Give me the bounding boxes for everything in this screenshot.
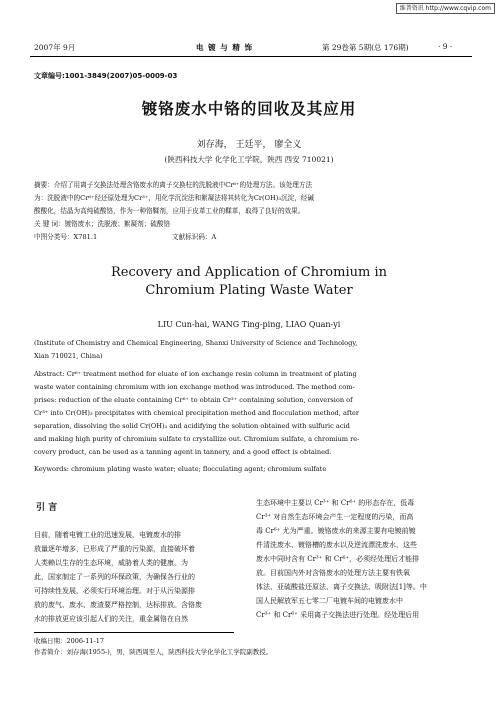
cn-authors: 刘存海， 王廷平， 廖全义 [196, 140, 302, 150]
paragraph-line: 国人民解放军五七零二厂电镀车间的电镀废水中 [256, 597, 403, 605]
paragraph-line: Cr³⁺ 和 Cr⁶⁺ 采用离子交换法进行处理。经处理后用 [256, 611, 420, 619]
paragraph-line: 废水中同时含有 Cr³⁺ 和 Cr⁶⁺，必须经处理后才能排 [256, 555, 420, 563]
en-abstract-line: covery product, can be used as a tanning agent in tannery, and a good effect is obtained. [34, 448, 332, 456]
header-page: · 9 · [438, 42, 453, 51]
paragraph-line: 生态环境中主要以 Cr³⁺ 和 Cr⁶⁺ 的形态存在，低毒 [256, 499, 415, 507]
paragraph-line: 可持续性发展，必须实行环境治理。对于从污染源排 [34, 587, 195, 595]
intro-heading: 引 言 [36, 503, 58, 513]
intro-left-column [34, 528, 246, 626]
header-rule [30, 56, 472, 57]
en-abstract [34, 368, 470, 459]
watermark-stamp: 维普资讯 http://www.cqvip.com [396, 3, 495, 14]
paragraph-line: Cr³⁺ 对自然生态环境会产生一定程度的污染，而高 [256, 513, 414, 521]
en-affil-line1: (Institute of Chemistry and Chemical Engineering, Shanxi University of Science and Technology, [34, 339, 358, 347]
footnote-rule [34, 632, 234, 633]
cn-abstract-line: 摘要：介绍了用离子交换法处理含铬废水的离子交换柱的洗脱液中Cr⁶⁺的处理方法。该处理方法 [34, 181, 313, 189]
cn-abstract [34, 179, 470, 218]
paragraph-line: 人类赖以生存的生态环境，威胁着人类的健康。为 [34, 559, 188, 567]
paragraph-line: 放量逐年增多，已形成了严重的污染源，直接破坏着 [34, 545, 195, 553]
paragraph-line: 目前，随着电镀工业的迅速发展，电镀废水的排 [34, 531, 181, 539]
paragraph-line: 毒 Cr⁶⁺ 尤为严重。镀铬废水的来源主要有电镀前镀 [256, 527, 416, 535]
cn-keywords: 关 键 词：镀铬废水；洗脱液；絮凝剂；硫酸铬 [34, 220, 171, 228]
header-journal: 电 镀 与 精 饰 [196, 43, 253, 52]
en-affil-line2: Xian 710021, China) [34, 352, 103, 360]
paragraph-line: 放。目前国内外对含铬废水的处理方法主要有铁氧 [256, 569, 410, 577]
en-abstract-line: waste water containing chromium with ion exchange method was introduced. The method com- [34, 383, 355, 391]
en-abstract-line: Abstract: Cr⁶⁺ treatment method for eluate of ion exchange resin column in treatment of plating [34, 370, 357, 378]
paragraph-line: 件清洗废水、镀铬槽的废水以及逆流漂洗废水，这些 [256, 541, 417, 549]
cn-abstract-line: 为：洗脱液中的Cr⁶⁺经还原处理为Cr³⁺，用化学沉淀法和絮凝法将其转化为Cr(OH)₃沉淀，经碱 [34, 194, 314, 202]
en-abstract-line: prises: reduction of the eluate containing Cr⁶⁺ to obtain Cr³⁺ containing solution, conversion of [34, 396, 353, 404]
en-authors: LIU Cun-hai, WANG Ting-ping, LIAO Quan-yi [157, 320, 341, 329]
footnote-received: 收稿日期：2006-11-17 [34, 637, 104, 645]
en-abstract-line: separation, dissolving the solid Cr(OH)₃ and acidifying the solution obtained with sulfuric acid [34, 422, 350, 430]
en-keywords: Keywords: chromium plating waste water; eluate; flocculating agent; chromium sulfate [34, 465, 327, 473]
paragraph-line: 体法、亚硫酸盐还原法、离子交换法、吸附法[1]等。中 [256, 583, 427, 591]
paragraph-line: 放的废气、废水、废渣要严格控制，达标排放。含铬废 [34, 601, 202, 609]
en-abstract-line: and making high purity of chromium sulfate to crystallize out. Chromium sulfate, a chromium re- [34, 435, 360, 443]
cn-clc: 中图分类号：X781.1 [34, 233, 98, 241]
cn-affiliation: (陕西科技大学 化学化工学院，陕西 西安 710021) [164, 155, 334, 164]
intro-right-column [256, 496, 472, 622]
paragraph-line: 水的排放更应该引起人们的关注，重金属铬在自然 [34, 615, 188, 623]
article-number: 文章编号:1001-3849(2007)05-0009-03 [34, 72, 178, 80]
cn-doc-code: 文献标识码：A [172, 233, 217, 241]
en-title-line2: Chromium Plating Waste Water [145, 283, 353, 298]
header-date: 2007年 9月 [34, 43, 76, 52]
cn-abstract-line: 酸酸化，结晶为高纯硫酸铬，作为一种铬鞣剂，应用于皮革工业的鞣革，取得了良好的效果。 [34, 207, 305, 215]
paragraph-line: 此，国家制定了一系列的环保政策，为确保各行业的 [34, 573, 195, 581]
header-issue: 第 29卷第 5期(总 176期) [322, 43, 409, 52]
en-title-line1: Recovery and Application of Chromium in [111, 265, 387, 280]
footnote-author-info: 作者简介：刘存海(1955-)，男，陕西周至人，陕西科技大学化学化工学院副教授。 [34, 648, 273, 656]
en-abstract-line: Cr³⁺ into Cr(OH)₃ precipitates with chemical precipitation method and flocculation method, after [34, 409, 360, 417]
cn-title: 镀铬废水中铬的回收及其应用 [141, 100, 357, 118]
